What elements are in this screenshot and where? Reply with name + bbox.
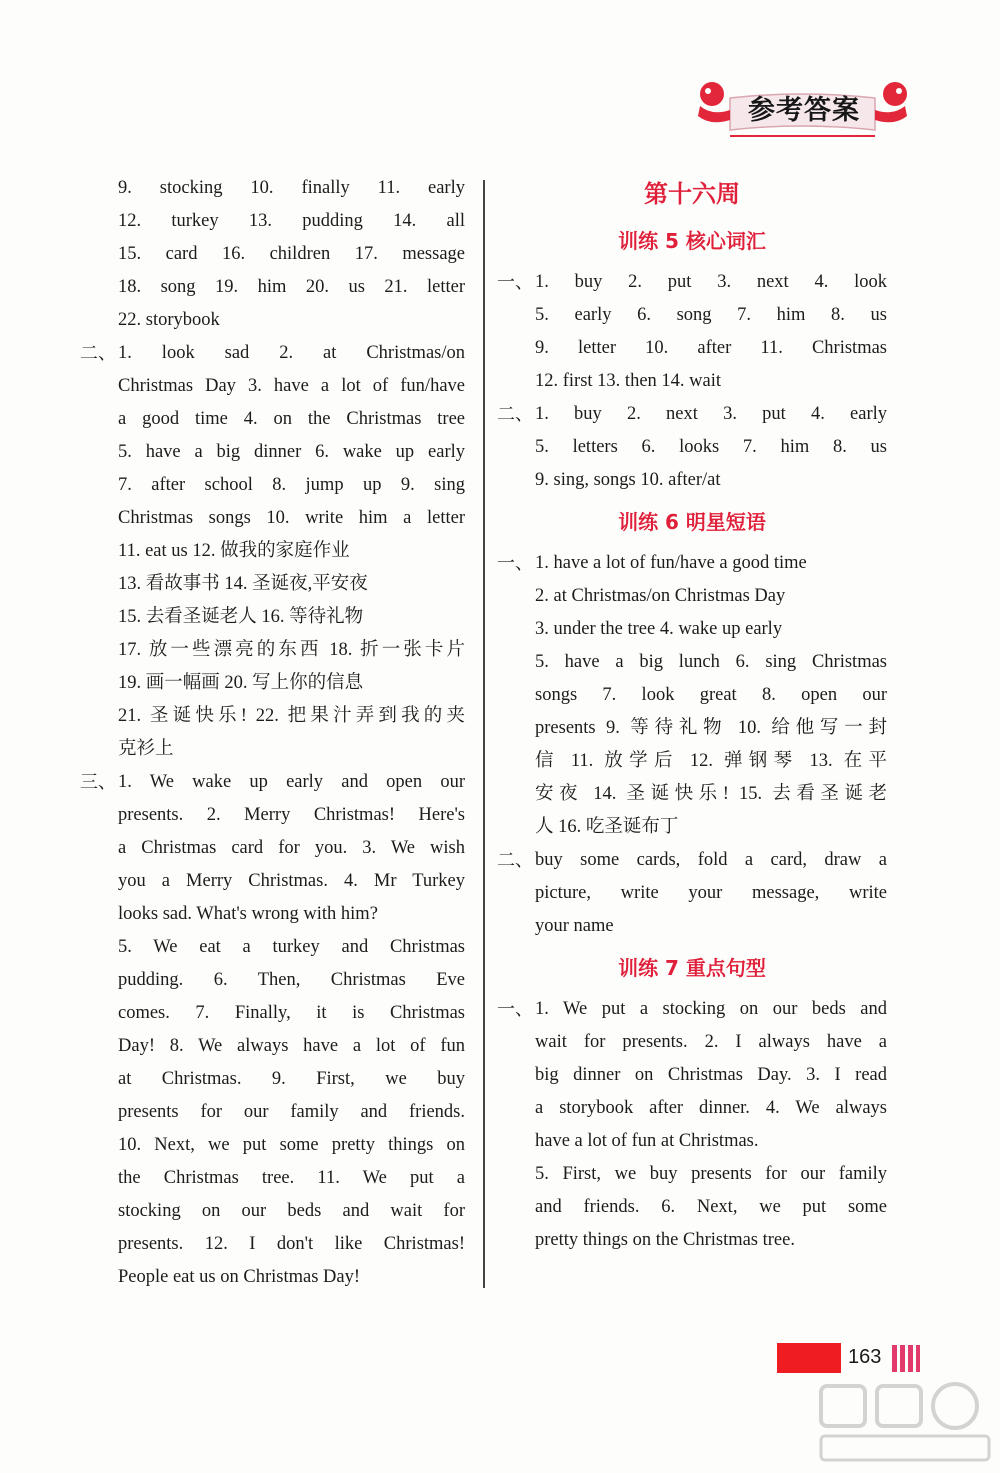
section-3 — [80, 766, 465, 1294]
answer-line: picture, write your message, write — [535, 883, 887, 903]
answer-line: 17. 放一些漂亮的东西 18. 折一张卡片 — [118, 640, 465, 660]
answer-line: 安夜 14. 圣诞快乐! 15. 去看圣诞老 — [535, 784, 887, 804]
left-column — [80, 172, 465, 1294]
answer-line: Day! 8. We always have a lot of fun — [118, 1036, 465, 1056]
drill-7-title: 训练 7 重点句型 — [618, 956, 766, 980]
answer-line: 5. letters 6. looks 7. him 8. us — [535, 437, 887, 457]
column-divider — [483, 180, 485, 1288]
answer-line: pretty things on the Christmas tree. — [535, 1230, 795, 1250]
answer-line: People eat us on Christmas Day! — [118, 1267, 360, 1287]
answer-line: 信 11. 放学后 12. 弹钢琴 13. 在平 — [535, 751, 887, 771]
answer-line: 2. at Christmas/on Christmas Day — [535, 586, 786, 606]
right-column — [497, 172, 887, 1257]
answer-line: 5. have a big dinner 6. wake up early — [118, 442, 465, 462]
answer-line: looks sad. What's wrong with him? — [118, 904, 378, 924]
answer-line: 1. look sad 2. at Christmas/on — [118, 343, 465, 363]
answer-line: pudding. 6. Then, Christmas Eve — [118, 970, 465, 990]
answer-line: you a Merry Christmas. 4. Mr Turkey — [118, 871, 465, 891]
section-marker: 一、 — [497, 272, 533, 293]
answer-line: 5. First, we buy presents for our family — [535, 1164, 887, 1184]
answer-line: 5. We eat a turkey and Christmas — [118, 937, 465, 957]
page-stripes-decoration — [892, 1345, 920, 1372]
drill-5-title: 训练 5 核心词汇 — [618, 229, 766, 253]
drill-5-section-1 — [497, 266, 887, 398]
answer-line: presents. 2. Merry Christmas! Here's — [118, 805, 465, 825]
ornament-left-icon — [700, 82, 724, 106]
answer-line: 12. first 13. then 14. wait — [535, 371, 722, 391]
drill-7-section-1 — [497, 993, 887, 1257]
answer-line: stocking on our beds and wait for — [118, 1201, 465, 1221]
page-tab-marker — [777, 1343, 841, 1373]
answer-line: 1. We put a stocking on our beds and — [535, 999, 887, 1019]
answer-line: 12. turkey 13. pudding 14. all — [118, 211, 465, 231]
answer-line: 10. Next, we put some pretty things on — [118, 1135, 465, 1155]
section-2 — [80, 337, 465, 766]
ornament-right-icon — [883, 82, 907, 106]
drill-6-section-1 — [497, 547, 887, 844]
answer-line: a good time 4. on the Christmas tree — [118, 409, 465, 429]
section-marker: 一、 — [497, 553, 533, 574]
drill-6-title: 训练 6 明星短语 — [618, 510, 766, 534]
week-title: 第十六周 — [644, 180, 740, 208]
answer-line: big dinner on Christmas Day. 3. I read — [535, 1065, 887, 1085]
section-marker: 二、 — [80, 343, 116, 364]
answer-line: 18. song 19. him 20. us 21. letter — [118, 277, 465, 297]
answer-line: 5. have a big lunch 6. sing Christmas — [535, 652, 887, 672]
page-number: 163 — [848, 1346, 882, 1368]
answer-line: 21. 圣诞快乐! 22. 把果汁弄到我的夹 — [118, 706, 465, 726]
answer-line: 15. 去看圣诞老人 16. 等待礼物 — [118, 607, 364, 627]
answer-line: 1. buy 2. next 3. put 4. early — [535, 404, 887, 424]
answer-line: 1. We wake up early and open our — [118, 772, 465, 792]
answer-line: 15. card 16. children 17. message — [118, 244, 465, 264]
answer-line: buy some cards, fold a card, draw a — [535, 850, 887, 870]
answer-line: your name — [535, 916, 614, 936]
answer-line: 1. buy 2. put 3. next 4. look — [535, 272, 887, 292]
answer-line: 9. stocking 10. finally 11. early — [118, 178, 465, 198]
drill-5-section-2 — [497, 398, 887, 497]
answer-line: presents for our family and friends. — [118, 1102, 465, 1122]
answer-line: the Christmas tree. 11. We put a — [118, 1168, 465, 1188]
answer-line: a Christmas card for you. 3. We wish — [118, 838, 465, 858]
answer-line: 5. early 6. song 7. him 8. us — [535, 305, 887, 325]
answer-line: have a lot of fun at Christmas. — [535, 1131, 759, 1151]
answer-line: 人 16. 吃圣诞布丁 — [535, 817, 679, 837]
answer-line: 9. letter 10. after 11. Christmas — [535, 338, 887, 358]
answer-line: comes. 7. Finally, it is Christmas — [118, 1003, 465, 1023]
answer-line: presents 9. 等待礼物 10. 给他写一封 — [535, 718, 887, 738]
answer-line: 1. have a lot of fun/have a good time — [535, 553, 807, 573]
answer-line: 19. 画一幅画 20. 写上你的信息 — [118, 673, 364, 693]
section-1-continued — [80, 172, 465, 337]
section-marker: 一、 — [497, 999, 533, 1020]
answer-line: wait for presents. 2. I always have a — [535, 1032, 887, 1052]
answer-line: presents. 12. I don't like Christmas! — [118, 1234, 465, 1254]
section-marker: 三、 — [80, 772, 116, 793]
answer-line: 克衫上 — [118, 739, 174, 759]
answer-line: Christmas songs 10. write him a letter — [118, 508, 465, 528]
answer-line: a storybook after dinner. 4. We always — [535, 1098, 887, 1118]
answer-line: 22. storybook — [118, 310, 220, 330]
section-marker: 二、 — [497, 404, 533, 425]
drill-6-section-2 — [497, 844, 887, 943]
answer-line: and friends. 6. Next, we put some — [535, 1197, 887, 1217]
answer-line: 9. sing, songs 10. after/at — [535, 470, 721, 490]
answer-line: 13. 看故事书 14. 圣诞夜,平安夜 — [118, 574, 368, 594]
answer-line: at Christmas. 9. First, we buy — [118, 1069, 465, 1089]
section-marker: 二、 — [497, 850, 533, 871]
answer-line: Christmas Day 3. have a lot of fun/have — [118, 376, 465, 396]
answer-line: songs 7. look great 8. open our — [535, 685, 887, 705]
watermark-logo — [815, 1378, 995, 1468]
answer-line: 11. eat us 12. 做我的家庭作业 — [118, 541, 350, 561]
answer-line: 3. under the tree 4. wake up early — [535, 619, 783, 639]
answer-line: 7. after school 8. jump up 9. sing — [118, 475, 465, 495]
answer-key-title: 参考答案 — [748, 95, 860, 126]
